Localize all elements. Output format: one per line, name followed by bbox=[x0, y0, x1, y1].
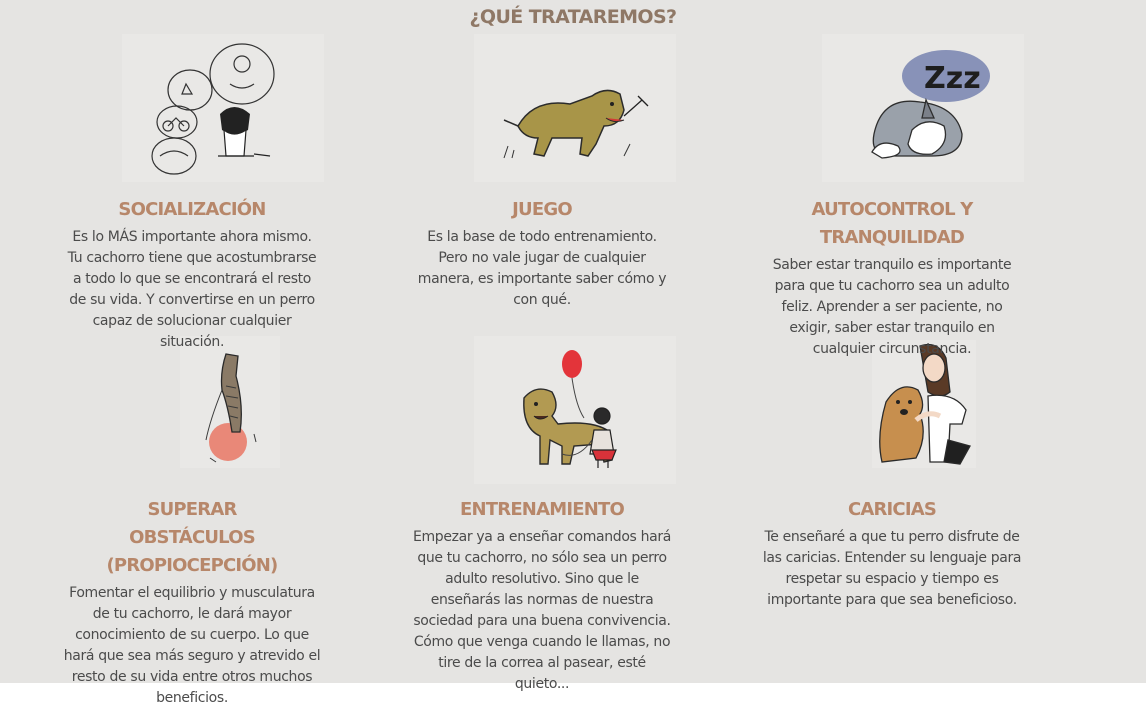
play-illustration-icon bbox=[474, 34, 676, 182]
service-card-self-control bbox=[752, 196, 1032, 360]
service-card-play bbox=[402, 196, 682, 311]
service-card-training bbox=[402, 496, 682, 695]
service-description: Te enseñaré a que tu perro disfrute de las caricias. Entender su lenguaje para respetar su espacio y tiempo es importante para que sea beneficioso. bbox=[762, 529, 1022, 608]
service-description: Fomentar el equilibrio y musculatura de tu cachorro, le dará mayor conocimiento de su cuerpo. Lo que hará que sea más seguro y atrevido el resto de su vida entre otros muchos beneficios. bbox=[63, 585, 321, 706]
service-title: JUEGO bbox=[512, 199, 572, 220]
service-description: Empezar ya a enseñar comandos hará que tu cachorro, no sólo sea un perro adulto resolutivo. Sino que le enseñarás las normas de nuestra sociedad para una buena convivencia. Cómo que venga cuando le llamas, no tire de la correa al pasear, esté quieto... bbox=[413, 529, 671, 692]
service-description: Saber estar tranquilo es importante para que tu cachorro sea un adulto feliz. Aprender a ser paciente, no exigir, saber estar tranquilo en cualquier circunstancia. bbox=[772, 257, 1012, 357]
socialization-illustration-icon bbox=[122, 34, 324, 182]
service-title: ENTRENAMIENTO bbox=[460, 499, 624, 520]
svg-text:Zzz: Zzz bbox=[924, 61, 981, 96]
balance-illustration-icon bbox=[180, 336, 280, 468]
service-title: SOCIALIZACIÓN bbox=[118, 199, 266, 220]
service-title: AUTOCONTROL Y TRANQUILIDAD bbox=[811, 199, 973, 248]
sleeping-dog-illustration-icon bbox=[822, 34, 1024, 182]
service-description: Es la base de todo entrenamiento. Pero no vale jugar de cualquier manera, es importante saber cómo y con qué. bbox=[417, 229, 667, 308]
service-description: Es lo MÁS importante ahora mismo. Tu cachorro tiene que acostumbrarse a todo lo que se encontrará el resto de su vida. Y convertirse en un perro capaz de solucionar cualquier situación. bbox=[67, 229, 317, 350]
training-illustration-icon bbox=[474, 336, 676, 484]
service-card-obstacles bbox=[52, 496, 332, 709]
service-title: SUPERAR OBSTÁCULOS (PROPIOCEPCIÓN) bbox=[106, 499, 278, 576]
section-heading: ¿QUÉ TRATAREMOS? bbox=[469, 6, 677, 28]
service-card-socialization bbox=[52, 196, 332, 353]
service-card-caresses bbox=[752, 496, 1032, 611]
service-title: CARICIAS bbox=[847, 499, 937, 520]
